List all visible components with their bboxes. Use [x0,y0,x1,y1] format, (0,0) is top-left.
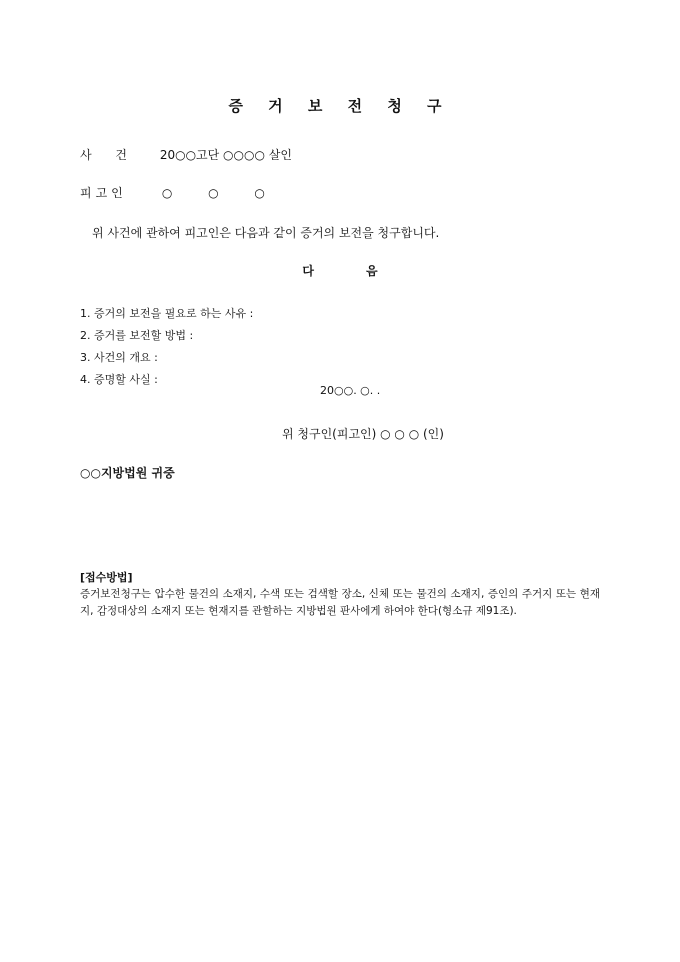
defendant-field [80,184,281,201]
claimant-line: 위 청구인(피고인) ○ ○ ○ (인) [282,427,444,441]
notes-heading: [접수방법] [80,571,133,584]
list-item: 4. 증명할 사실 : [80,373,158,386]
case-field [80,146,292,163]
next-heading-right: 음 [366,264,378,278]
notes-body: 증거보전청구는 압수한 물건의 소재지, 수색 또는 검색할 장소, 신체 또는 물건의 소재지, 증인의 주거지 또는 현재지, 감정대상의 소재지 또는 현재지를 관할하는 지방법원 판사에게 하여야 한다(형소규 제91조). [80,588,600,617]
item-list [80,303,253,391]
list-item: 1. 증거의 보전을 필요로 하는 사유 : [80,307,254,320]
court-addressee: ○○지방법원 귀중 [80,466,175,480]
defendant-label: 피고인 [80,186,127,200]
next-heading [0,262,680,279]
case-value: 20○○고단 ○○○○ 살인 [159,148,292,162]
list-item: 3. 사건의 개요 : [80,351,158,364]
defendant-value: ○ ○ ○ [161,186,281,200]
next-heading-left: 다 [302,264,314,278]
list-item: 2. 증거를 보전할 방법 : [80,329,194,342]
case-label: 사 건 [80,148,137,162]
intro-text: 위 사건에 관하여 피고인은 다음과 같이 증거의 보전을 청구합니다. [92,226,440,240]
date-line: 20○○. ○. . [320,384,381,397]
document-title: 증 거 보 전 청 구 [228,97,452,115]
